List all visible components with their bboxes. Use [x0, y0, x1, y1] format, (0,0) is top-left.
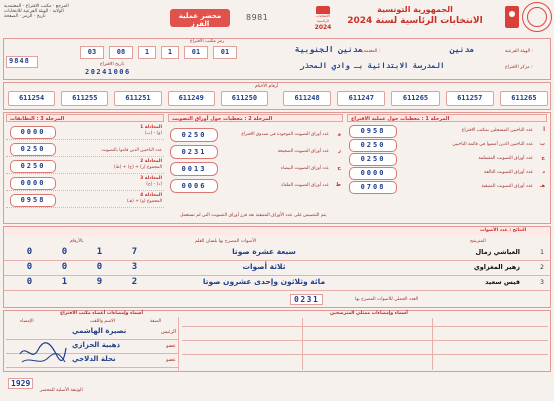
result-candidate-name: زهير المغزاوي	[473, 263, 520, 271]
office-code-boxes	[80, 46, 250, 58]
signature-scribble	[18, 340, 68, 368]
office-code-box: 01	[184, 46, 208, 59]
vote-digit: 0	[26, 277, 33, 287]
ballot-row	[168, 128, 343, 141]
matching-row	[6, 142, 164, 157]
result-row-number: 1	[540, 249, 544, 256]
member-role: عضو	[166, 343, 176, 349]
ballot-row-letter: ز	[338, 148, 341, 154]
total-value: 0231	[290, 294, 323, 305]
total-label: العدد الجملي للأصوات المصرح بها	[355, 297, 419, 302]
col-role-header: الصفة	[150, 319, 162, 324]
ballot-row	[168, 162, 343, 175]
minutes-title: محضر عملية الفرز	[178, 12, 222, 28]
vote-digit: 1	[61, 277, 68, 287]
seals-right-group	[283, 91, 548, 105]
vote-digit: 7	[131, 247, 138, 257]
matching-row-value: 0250	[10, 160, 56, 173]
ballot-row-letter: ح	[337, 165, 341, 171]
results-title-bar	[4, 227, 550, 235]
office-code-label: رمز مكتب الاقتراع	[190, 39, 225, 44]
voter-row-value: 0958	[349, 125, 397, 138]
matching-row-formula: المجموع (و) + (هـ)	[126, 199, 162, 204]
top-left-admin-text: المرجع · مكتب الاقتراع · المعتمدية الولاية · الهيئة الفرعية للانتخابات تاريخ · الرمز · الصفحة	[4, 4, 69, 19]
matching-row-formula: عدد الناخبين الذين قاموا بالتصويت	[101, 148, 162, 153]
vote-digit: 9	[96, 277, 103, 287]
seal-number: 611250	[221, 91, 268, 106]
observer-grid	[182, 318, 548, 370]
result-votes-words: ثلاثة أصوات	[242, 262, 286, 271]
matching-row	[6, 159, 164, 174]
result-row	[4, 261, 550, 276]
voter-row-letter: أ	[543, 127, 545, 133]
vote-digit: 0	[26, 262, 33, 272]
ballot-row-letter: ط	[335, 182, 341, 188]
voter-row-value: 0250	[349, 153, 397, 166]
matching-row-value: 0250	[10, 143, 56, 156]
result-votes-words: سبعة عشرة صوتا	[232, 247, 296, 256]
voter-row-letter: هـ	[539, 183, 545, 189]
voter-row-label: عدد الناخبين المسجلين بمكتب الاقتراع	[461, 128, 533, 133]
ballots-rows	[168, 128, 343, 208]
result-row-number: 3	[540, 279, 544, 286]
ballot-row-value: 0013	[170, 162, 218, 176]
matching-row-label: المعادلة 2	[140, 159, 162, 164]
col-candidate-header: المترشح	[470, 239, 486, 244]
delegation-label: المعتمدية :	[360, 49, 381, 54]
vote-digit: 0	[61, 247, 68, 257]
region-label: الهيئة الفرعية :	[505, 49, 534, 54]
member-name: ذهبية الحزازي	[72, 341, 121, 349]
voter-row	[347, 139, 547, 151]
matching-rows	[6, 125, 164, 220]
seals-left-group	[8, 91, 268, 105]
voter-row-letter: ج	[541, 155, 545, 161]
ballot-row	[168, 179, 343, 192]
seal-number: 611248	[283, 91, 331, 106]
voter-row-letter: ب	[539, 141, 545, 147]
col-digits-header: بالأرقام	[70, 239, 84, 244]
form-number: 8981	[246, 13, 269, 22]
result-candidate-name: قيس سعيد	[485, 278, 520, 286]
seal-number: 611265	[500, 91, 548, 106]
delegation-value: مدنين الجنوبية	[295, 45, 363, 54]
voter-row-label: عدد أوراق التصويت التالفة	[484, 170, 533, 175]
result-votes-digits	[12, 277, 152, 287]
footer-note: الوثيقة الأصلية للمحضر	[40, 388, 83, 393]
voter-row	[347, 125, 547, 137]
voter-row-value: 0250	[349, 139, 397, 152]
matching-row-label: المعادلة 3	[140, 176, 162, 181]
ballot-row-value: 0250	[170, 128, 218, 142]
voter-row-label: عدد أوراق التصويت المتسلمة	[478, 156, 533, 161]
seal-number: 611257	[446, 91, 494, 106]
members-title: أسماء وإمضاءات أعضاء مكتب الاقتراع	[60, 311, 143, 316]
matching-row-label: المعادلة 1	[140, 125, 162, 130]
result-row	[4, 276, 550, 291]
results-rows	[4, 246, 550, 292]
vote-digit: 2	[131, 277, 138, 287]
matching-section-title: المرحلة 3 : التطابقات	[6, 114, 164, 122]
flag-emblem-icon	[505, 6, 519, 28]
seal-number: 611249	[168, 91, 215, 106]
result-candidate-name: العياشي زمال	[475, 248, 520, 256]
ballot-row-label: عدد أوراق التصويت الملغاة	[281, 183, 329, 188]
col-name-header: الاسم واللقب	[90, 319, 115, 324]
official-stamp	[522, 2, 552, 32]
office-code-box: 03	[80, 46, 104, 59]
voter-row-letter: د	[542, 169, 545, 175]
seal-number: 611265	[391, 91, 439, 106]
result-votes-digits	[12, 262, 152, 272]
member-role: عضو	[166, 357, 176, 363]
election-title: الانتخابات الرئاسية لسنة 2024	[347, 16, 483, 26]
vote-digit: 0	[26, 247, 33, 257]
member-role: الرئيس	[161, 329, 176, 335]
matching-row	[6, 193, 164, 208]
result-votes-digits	[12, 247, 152, 257]
voter-row-label: عدد أوراق التصويت المتبقية	[481, 184, 533, 189]
seal-number: 611255	[61, 91, 108, 106]
election-logo	[311, 6, 335, 32]
office-code-box: 08	[109, 46, 133, 59]
voters-rows	[347, 125, 547, 220]
vote-digit: 0	[61, 262, 68, 272]
office-code-box: 1	[138, 46, 156, 59]
vote-digit: 1	[96, 247, 103, 257]
date-label: تاريخ الاقتراع	[100, 62, 125, 67]
voter-row	[347, 181, 547, 193]
voter-row	[347, 167, 547, 179]
matching-row-value: 0000	[10, 177, 56, 190]
sig-divider	[178, 317, 179, 372]
matching-row-formula: (ب) - (و)	[144, 131, 162, 136]
member-name: نحلة الدلاجي	[72, 355, 116, 363]
voter-row-value: 0708	[349, 181, 397, 194]
seal-number: 611251	[114, 91, 161, 106]
ballot-row-label: عدد أوراق التصويت الصحيحة	[277, 149, 329, 154]
matching-row-formula: المجموع (ز) + (ح) + (ط)	[114, 165, 162, 170]
logo-text: الانتخابات الرئاسية	[316, 14, 330, 23]
vote-digit: 0	[96, 262, 103, 272]
office-code-box: 01	[213, 46, 237, 59]
ballot-row-label: عدد أوراق التصويت البيضاء	[280, 166, 329, 171]
matching-row-value: 0958	[10, 194, 56, 207]
observers-title: أسماء وإمضاءات ممثلي المترشحين	[330, 311, 408, 316]
remaining-note: يتم التنصيص على عدد الأوراق المتبقية بعد فرز أوراق التصويت التي لم تستعمل	[180, 213, 327, 218]
center-code: 9848	[9, 57, 30, 65]
date-value: 20241006	[85, 68, 131, 76]
member-name: نصيرة الهاشمي	[72, 327, 127, 335]
ballots-section-title: المرحلة 2 : معطيات حول أوراق التصويت	[168, 114, 343, 122]
matching-row-label: المعادلة 4	[140, 193, 162, 198]
result-votes-words: مائة وثلاثون وإحدى عشرون صوتا	[202, 277, 326, 286]
member-row	[6, 326, 178, 340]
center-label: مركز الاقتراع :	[505, 65, 533, 70]
col-sig-header: الإمضاء	[20, 319, 34, 324]
voter-row-value: 0000	[349, 167, 397, 180]
center-value: المدرسة الابتدائية بـ وادي المحذر	[300, 61, 445, 70]
republic-title: الجمهورية التونسية	[377, 5, 453, 14]
vote-digit: 3	[131, 262, 138, 272]
col-words-header: الأصوات المصرح بها بلسان القلم	[195, 239, 257, 244]
voter-row	[347, 153, 547, 165]
logo-year: 2024	[314, 24, 332, 31]
seal-number: 611254	[8, 91, 55, 106]
result-row-number: 2	[540, 264, 544, 271]
voters-section-title: المرحلة 1 : معطيات حول عملية الاقتراع	[347, 114, 547, 122]
matching-row	[6, 125, 164, 140]
matching-row-value: 0000	[10, 126, 56, 139]
region-value: مدنين	[450, 45, 475, 54]
matching-row-formula: (ج) - (د)	[146, 182, 162, 187]
seals-title: أرقام الأختام	[255, 84, 279, 89]
ballot-row-label: عدد أوراق التصويت الموجودة في صندوق الاقتراع	[241, 132, 329, 137]
seal-number: 611247	[337, 91, 385, 106]
office-code-box: 1	[161, 46, 179, 59]
result-row	[4, 246, 550, 261]
ballot-row	[168, 145, 343, 158]
ballot-row-letter: و	[337, 131, 341, 137]
footer-code: 1929	[8, 378, 33, 389]
results-title: النتائج : عدد الأصوات	[480, 228, 527, 233]
ballot-row-value: 0006	[170, 179, 218, 193]
ballot-row-value: 0231	[170, 145, 218, 159]
matching-row	[6, 176, 164, 191]
voter-row-label: عدد الناخبين الذين أمضوا في قائمة الناخبين	[452, 142, 533, 147]
